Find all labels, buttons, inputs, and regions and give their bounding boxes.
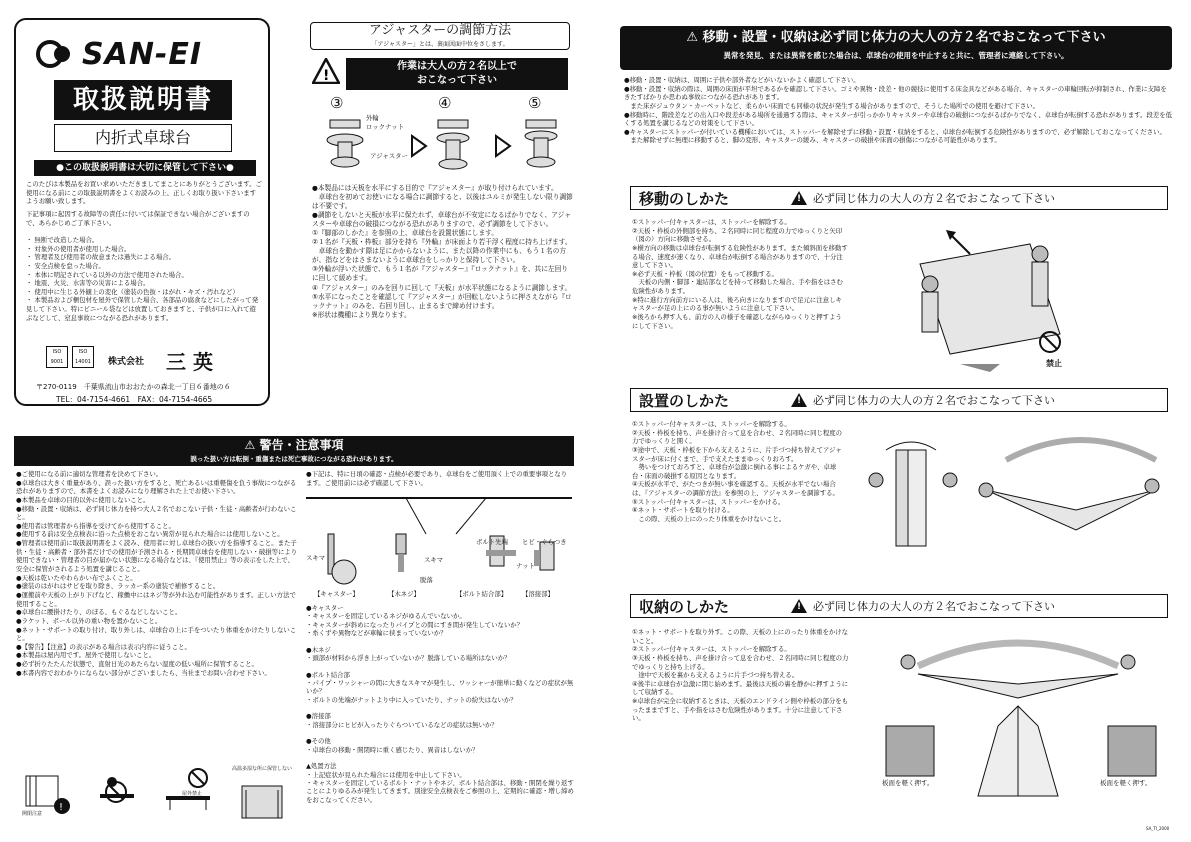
caption-wood-screw: 【木ネジ】	[388, 590, 420, 598]
iso-14001-badge: ISO 14001	[72, 346, 94, 368]
company-prefix: 株式会社	[108, 357, 145, 367]
outdoor-prohibited-icon	[158, 766, 218, 816]
setup-warning	[791, 392, 1055, 408]
setup-illustration	[856, 420, 1166, 560]
open-close-caution-icon	[22, 772, 72, 816]
move-illustration	[860, 214, 1160, 374]
keep-notice: ●この取扱説明書は大切に保管して下さい●	[34, 160, 256, 176]
setup-title: 設置のしかた	[639, 391, 730, 410]
inspection-diagram	[306, 494, 572, 600]
icon-caption: 屋外禁止	[182, 791, 203, 797]
list-item: ・ 本体に明記されている以外の方法で使用された場合。	[26, 270, 188, 279]
setup-instructions: ①ストッパー付キャスターは、ストッパーを解除する。 ②天板・枠板を持ち、声を掛け合って息を合わせ、２名同時に同じ程度の力でゆっくりと開く。 ③途中で、天板・枠板を下から支えるように、片手づつ持ち替えてアジャスターが床に付くまで、手で支えたままゆっくりおろす。 勢いをつけておろすと、卓球台が急激に倒れる事によるケガや、卓球台・床面の破損する原因となります。 ④天板が水平で、がたつきが無い事を確認する。天板が水平でない場合は、『アジャスターの調節方法』を参照の上、アジャスターを調節する。 ⑤ストッパー付キャスターは、ストッパーをかける。 ⑥ネット・サポートを取り付ける。 この際、天板の上にのったり体重をかけないこと。	[632, 420, 843, 524]
inspection-checks: ●キャスター ・キャスターを固定しているネジがゆるんでいないか。 ・キャスターが斜めになったりパイプとの間にすき間が発生していないか？ ・糸くずや異物などが車輪に挟まっていないか？ ●木ネジ ・頭部が材料から浮き上がっていないか？脱落している場所はないか？ ●ボルト結合部 ・パイプ・ワッシャーの間に大きなスキマが発生し、ワッシャーが簡単に動くなどの症状が無いか？ ・ボルトの先端がナットより中に入っていたり、ナットの紛失はないか？ ●溶接部 ・溶接部分にヒビが入ったりぐらついているなどの症状は無いか？ ●その他 ・卓球台の移動・開閉時に重く感じたり、異音はしないか？ ▲処置方法 ・上記症状が見られた場合には使用を中止して下さい。 ・キャスターを固定しているボルト・ナットやネジ、ボルト結合部は、移動・開閉を繰り返すことによりゆるみが発生してきます。別途安全点検表をご参照の上、定期的に確認・増し締めをおこなってください。	[306, 604, 574, 804]
label-gap: スキマ	[306, 554, 326, 562]
warranty-list	[26, 236, 262, 322]
warning-triangle-icon	[791, 393, 807, 407]
inspection-intro: ●下記は、特に日頃の確認・点検が必要であり、卓球台をご使用頂く上での重要事項となります。ご使用前には必ず確認して下さい。	[306, 470, 568, 487]
product-name: 内折式卓球台	[54, 124, 232, 152]
list-item: ・ 地震、火災、水害等の災害による場合。	[26, 279, 150, 288]
icon-caption: 開閉注意	[22, 811, 43, 817]
list-item: ・ 無断で改造した場合。	[26, 236, 99, 244]
iso-9001-badge: ISO 9001	[46, 346, 68, 368]
label-lock-nut: ロックナット	[366, 123, 405, 131]
adjuster-steps	[316, 94, 572, 176]
setup-warning-text: 必ず同じ体力の大人の方２名でおこなって下さい	[813, 394, 1055, 407]
store-title: 収納のしかた	[639, 597, 730, 616]
adjuster-diagram	[316, 112, 572, 176]
intro-text: このたびは本製品をお買い求めいただきましてまことにありがとうございます。ご使用になる前にこの取扱説明書をよくお読みの上、正しくお取り扱い下さいますようお願い致します。	[26, 180, 262, 206]
icon-caption: 高温多湿な所に保管しない	[232, 766, 293, 772]
list-item: ・ 本製品および梱包材を屋外で保管した場合、各部品の腐食などにしたがって発見して下さい。特にビニール袋などは放置しておきますと、子供が口に入れて遊ぶなどして、窒息事故につながる恐れがあります。	[26, 296, 259, 322]
banner-notes: ●移動・設置・収納は、周囲に子供や部外者などがいないかよく確認して下さい。 ●移動・設置・収納の際は、周囲の床面が平坦であるかを確認して下さい。ゴミや異物・段差・他の競技に使用する床金具などがある場合、キャスターの車輪回転が抑制され、作業に支障をきたすばかりか思わぬ事故につながる恐れがあります。 また床がジュウタン・カーペットなど、柔らかい床面でも同様の状況が発生する場合がありますので、そうした場所での使用を避けて下さい。 ●移動時に、階段差などの出入口や段差がある場所を通過する際は、キャスターが引っかかりキャスターや卓球台の破損につながるばかりでなく、卓球台が転倒する恐れがあります。段差を低くする処置を講じるなどの対策をして下さい。 ●キャスターにストッパーが付いている機種においては、ストッパーを解除せずに移動・設置・収納をすると、卓球台が転倒する危険性がありますので、必ず解除しておこなってください。 また解除せずに無理に移動すると、脚の変形、キャスターの緩み、キャスターの破損や床面の損傷につながる可能性があります。	[624, 76, 1173, 145]
adjuster-title: アジャスターの調節方法	[368, 23, 512, 38]
warning-icons	[22, 766, 292, 822]
company-address: 〒270-0119 千葉県流山市おおたかの森北一丁目６番地の６	[36, 383, 231, 391]
document-code: SA_TI_2000	[1146, 826, 1170, 831]
store-warning-text: 必ず同じ体力の大人の方２名でおこなって下さい	[813, 600, 1055, 613]
push-caption-right: 板面を軽く押す。	[1100, 779, 1152, 787]
caption-bolt-joint: 【ボルト結合部】	[456, 590, 508, 598]
svg-text:!: !	[59, 802, 64, 813]
warning-triangle-icon	[791, 191, 807, 205]
list-item: ・ 対象外の使用者が使用した場合。	[26, 244, 131, 253]
label-bolt-tip: ボルト先端	[476, 538, 508, 546]
adjuster-instructions: ●本製品には天板を水平にする目的で『アジャスター』が取り付けられています。 卓球台を初めてお使いになる場合に調節すると、以後はユルミが発生しない限り調節は不要です。 ●調節をしないと天板が水平に保たれず、卓球台が不安定になるばかりでなく、アジャスターや卓球台の破損につながる恐れがありますので、必ず調節をして下さい。 ①『脚部のしかた』を参照の上、卓球台を設置状態にします。 ②１名が『天板・枠板』部分を持ち『外輪』が床面より若干浮く程度に持ち上げます。 卓球台を動かす際は足にかからないように、また以降の作業中にも、もう１名の方が、指などをはさまないように卓球台をしっかりと保持して下さい。 ③外輪が浮いた状態で、もう１名が『アジャスター』『ロックナット』を、共に左回りに回して緩めます。 ④『アジャスター』のみを回りに回して『天板』が水平状態になるように調節します。 ⑤水平になったことを確認して『アジャスター』が回転しないように押さえながら『ロックナット』のみを、右回り回し、止まるまで締め付けます。 ※形状は機種により異なります。	[312, 184, 573, 319]
store-header	[630, 594, 1168, 618]
iso-badges	[46, 346, 94, 368]
warning-triangle-icon	[791, 599, 807, 613]
push-caption-left: 板面を軽く押す。	[882, 779, 934, 787]
label-nut: ナット	[516, 562, 536, 570]
humidity-storage-icon	[232, 766, 292, 820]
manual-title: 取扱説明書	[54, 80, 232, 120]
cover-panel	[14, 18, 270, 406]
warning-title-text: 警告・注意事項	[259, 438, 344, 452]
warning-title: ⚠ 警告・注意事項	[244, 438, 344, 452]
adjuster-title-box	[310, 22, 570, 50]
right-banner	[620, 26, 1172, 70]
label-gap: スキマ	[424, 556, 444, 564]
list-item: ・ 使用中に生じる外観上の変化（塗装の色抜・はがれ・キズ・汚れなど）	[26, 287, 239, 296]
caption-weld: 【溶接部】	[522, 590, 554, 598]
store-instructions: ①ネット・サポートを取り外す。この際、天板の上にのったり体重をかけないこと。 ②ストッパー付キャスターは、ストッパーを解除する。 ③天板・枠板を持ち、声を掛け合って息を合わせ、２名同時に同じ程度の力でゆっくりと持ち上げる。 途中で天板を裏から支えるように片手づつ持ち替える。 ④後半に卓球台が急激に閉じ始めます。最後は天板の裏を静かに押すようにして収納する。 ※卓球台が完全に収納するときは、天板のエンドライン側や枠板の部分をもったままですと、手や指をはさむ危険性があります。十分に注意して下さい。	[632, 628, 849, 723]
ban-label: 禁止	[1046, 359, 1062, 368]
move-header	[630, 186, 1168, 210]
caption-caster: 【キャスター】	[314, 590, 359, 598]
banner-title-text: 移動・設置・収納は必ず同じ体力の大人の方２名でおこなって下さい	[702, 30, 1106, 45]
brand-logo	[36, 34, 251, 74]
list-item: ・ 安全点検を怠った場合。	[26, 261, 105, 270]
move-title: 移動のしかた	[639, 189, 730, 208]
step-number: ④	[438, 94, 452, 112]
step-number: ③	[330, 94, 344, 112]
warning-header	[14, 436, 574, 466]
brand-mark-icon	[36, 37, 76, 71]
label-falloff: 脱落	[420, 576, 433, 584]
banner-title: ⚠ 移動・設置・収納は必ず同じ体力の大人の方２名でおこなって下さい	[686, 30, 1106, 45]
company-name: 三 英	[166, 350, 213, 374]
store-illustration	[878, 626, 1164, 816]
label-adjuster: アジャスター	[370, 152, 408, 160]
warning-triangle-icon	[312, 58, 340, 88]
warranty-text: 下記事項に起因する故障等の責任に付いては保証できない場合がございますので、あらかじめご了承下さい。	[26, 210, 250, 227]
banner-subtitle: 異常を発見、または異常を感じた場合は、卓球台の使用を中止すると共に、管理者に連絡して下さい。	[723, 51, 1069, 60]
brand-name: SAN-EI	[82, 36, 203, 72]
svg-text:!: !	[323, 68, 330, 84]
list-item: ・ 管理者及び使用者の故意または過失による場合。	[26, 253, 176, 262]
store-warning	[791, 598, 1055, 614]
adjuster-warning: 作業は大人の方２名以上で おこなって下さい	[346, 58, 568, 90]
warning-list: ●ご使用になる前に適切な管理者を決めて下さい。 ●卓球台は大きく重量があり、誤った扱い方をすると、死亡あるいは重軽傷を負う事故につながる恐れがありますので、本書をよくお読みになり理解された上でお使い下さい。 ●本製品を卓球の目的以外に使用しないこと。 ●移動・設置・収納は、必ず同じ体力を持つ大人２名でおこない子供・生徒・高齢者が行わないこと。 ●使用者は管理者から指導を受けてから使用すること。 ●使用する前は安全点検表に沿った点検をおこない異常が見られた場合には使用しないこと。 ●管理者は使用前に取扱説明書をよく読み、使用者に対し卓球台の扱い方を指導すること。また子供・生徒・高齢者・部外者だけでの使用が予測される・長期間卓球台を使用しない・破損等により使用できない・管理者の目が届かない状態になる場合などは、『使用禁止』等の表示をした上で、安全に保管がされるよう処置を講じること。 ●天板は乾いたやわらかい布でふくこと。 ●塗装のはがれはサビを取り除き、ラッカー系の塗装で補修すること。 ●運搬前や天板の上がり下げなど、稼働中にはネジ等が外れ込む可能性があります。正しい方法で使用すること。 ●卓球台に腰掛けたり、のぼる、もぐるなどしないこと。 ●ラケット、ボール以外の重い物を置かないこと。 ●ネット・サポートの取り付け、取り外しは、卓球台の上に手をついたり体重をかけたりしないこと。 ●【警告】【注意】の表示がある場合は表示内容に従うこと。 ●本製品は屋内用です。屋外で使用しないこと。 ●必ず折りたたんだ状態で、直射日光のあたらない湿度の低い場所に保管すること。 ●本書内容でおわかりにならない部分がございましたら、当社までお問い合わせ下さい。	[16, 470, 298, 677]
step-number: ⑤	[528, 94, 542, 112]
company-phone: TEL：04-7154-4661 FAX：04-7154-4665	[56, 395, 213, 404]
no-climbing-icon	[90, 772, 140, 816]
label-outer-ring: 外輪	[366, 114, 379, 122]
warning-subtitle: 誤った扱い方は転倒・重傷または死亡事故につながる恐れがあります。	[190, 455, 398, 463]
move-warning	[791, 190, 1055, 206]
move-instructions: ①ストッパー付キャスターは、ストッパーを解除する。 ②天板・枠板の外側部を持ち、２名同時に同じ程度の力でゆっくりと矢印（図の）方向に移動させる。 ※横方向の移動は卓球台が転倒する危険性があります。また傾斜面を移動する場合、速度が速くなり、卓球台が転倒する場合がありますので、十分注意して下さい。 ※必ず天板・枠板（図の位置）をもって移動する。 天板の内側・脚部・連結部などを持って移動した場合、手や指をはさむ危険性があります。 ※特に進行方向前方にいる人は、後ろ向きになりますので足元に注意しキャスターが足の上にのる事が無いように注意して下さい。 ※後ろから押す人も、前方の人の様子を確認しながらゆっくりと押すようにして下さい。	[632, 218, 848, 330]
label-crack: ヒビ・ぐらつき	[522, 538, 567, 546]
move-warning-text: 必ず同じ体力の大人の方２名でおこなって下さい	[813, 192, 1055, 205]
adjuster-subtitle: 「アジャスター」とは、裏面図面中位をさします。	[371, 41, 509, 48]
setup-header	[630, 388, 1168, 412]
